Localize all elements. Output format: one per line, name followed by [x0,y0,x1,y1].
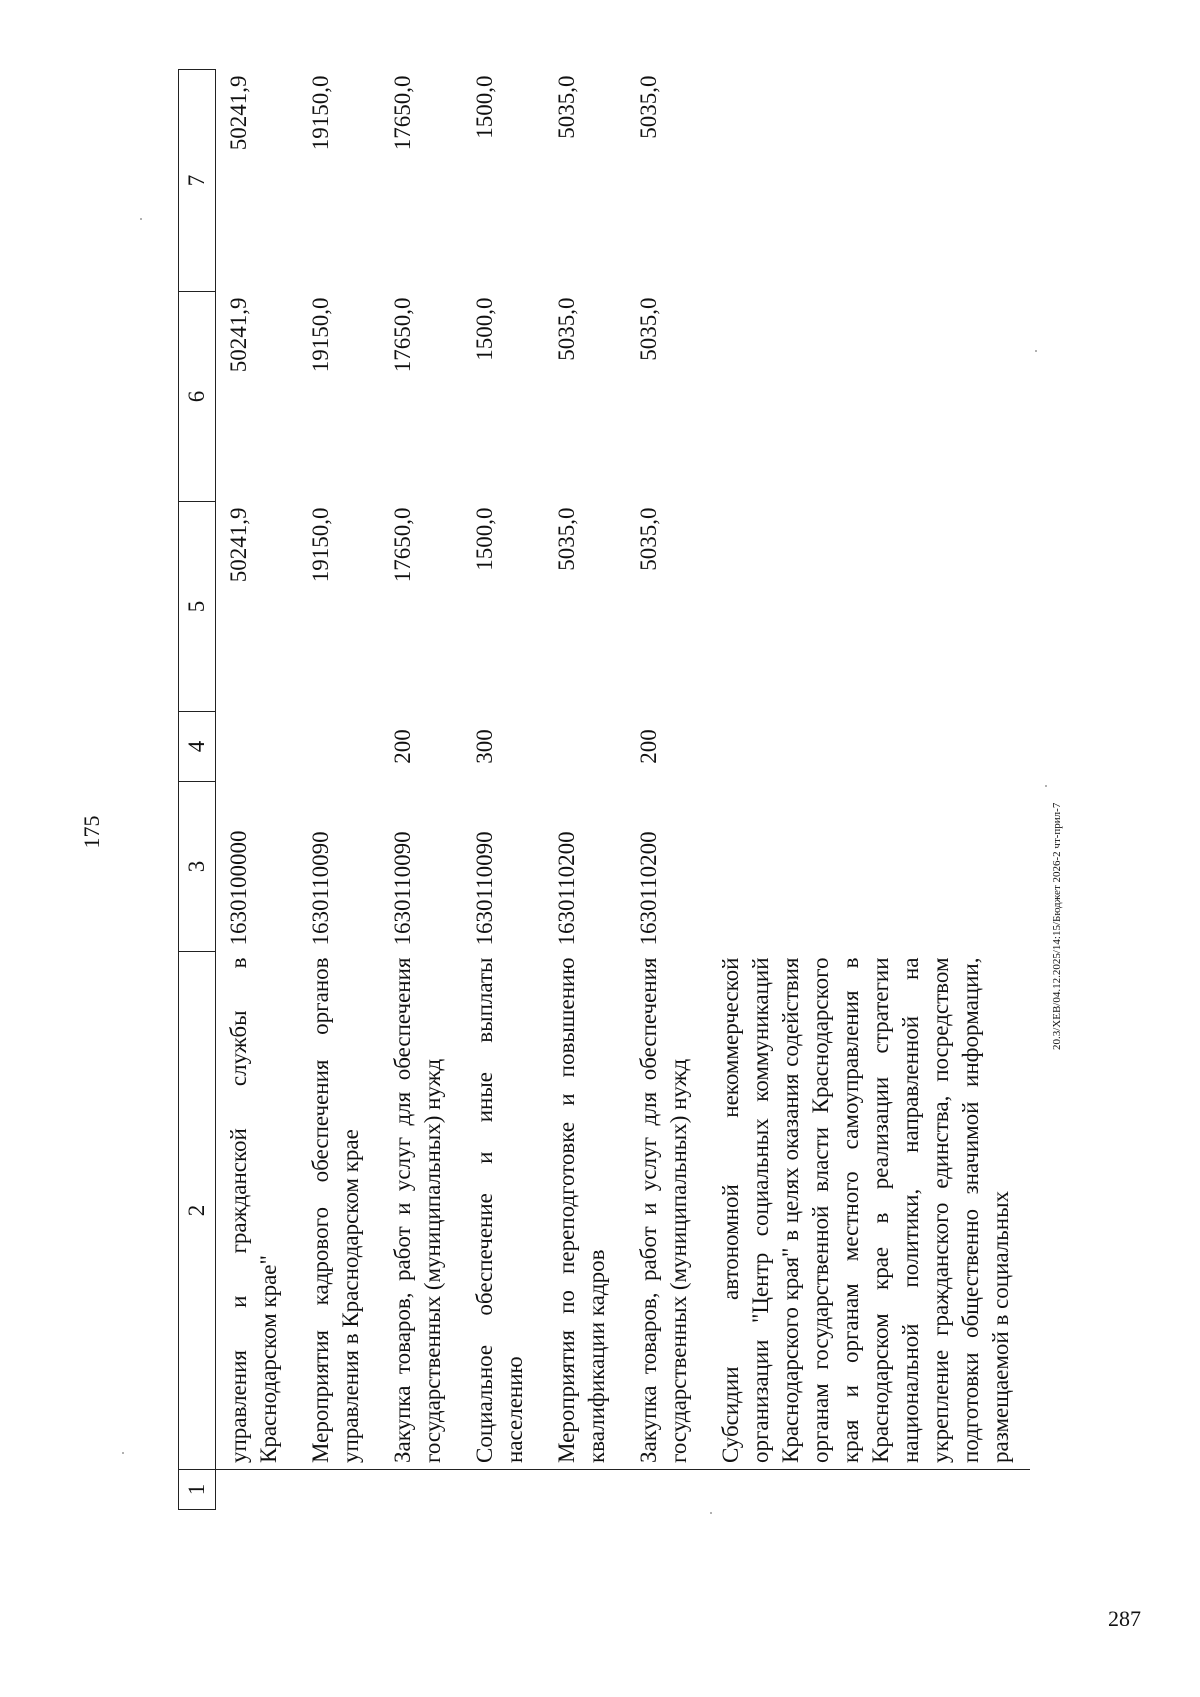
scan-speck [122,1452,124,1454]
row-code [708,782,1030,952]
header-col-0: 1 [179,1470,216,1510]
row-value-6: 17650,0 [390,297,415,373]
row-value-7: 17650,0 [390,75,415,151]
table-row [216,70,299,1510]
row-spacer [216,1470,299,1510]
row-spacer [380,1470,462,1510]
row-code: 1630110200 [554,831,579,946]
row-name: управления и гражданской службы в Краснодарском крае" [216,952,299,1470]
row-code: 1630110090 [472,831,497,946]
row-value-7: 50241,9 [226,75,251,151]
row-spacer [708,1470,1030,1510]
row-code: 1630110200 [636,831,661,946]
row-value-6: 5035,0 [554,297,579,361]
sheet-number: 287 [1108,1606,1141,1631]
row-value-5: 50241,9 [226,507,251,583]
table-row [462,70,544,1510]
budget-table [178,69,1030,1510]
row-code: 1630110090 [308,831,333,946]
table-row [380,70,462,1510]
table-row [544,70,626,1510]
scan-speck [1045,785,1047,787]
row-name: Закупка товаров, работ и услуг для обеспечения государственных (муниципальных) нужд [380,952,462,1470]
row-spacer [462,1470,544,1510]
row-value-6 [708,292,1030,502]
row-spacer [298,1470,380,1510]
header-col-5: 6 [179,292,216,502]
row-value-7: 1500,0 [472,75,497,139]
row-value-7 [708,70,1030,292]
row-type: 300 [472,729,497,764]
row-type [216,712,299,782]
row-name: Социальное обеспечение и иные выплаты населению [462,952,544,1470]
row-value-6: 19150,0 [308,297,333,373]
row-value-5: 1500,0 [472,507,497,571]
header-col-6: 7 [179,70,216,292]
row-value-5: 19150,0 [308,507,333,583]
row-name: Субсидии автономной некоммерческой организации "Центр социальных коммуникаций Краснодарского края" в целях оказания содействия органам государственной власти Краснодарского края и органам местного самоуправления в Краснодарском крае в реализации стратегии национальной политики, направленной на укрепление гражданского единства, посредством подготовки общественно значимой информации, размещаемой в социальных [708,952,1030,1470]
scan-speck [1035,350,1037,352]
row-code: 1630110090 [390,831,415,946]
table-body [216,70,1031,1510]
row-value-7: 5035,0 [554,75,579,139]
header-col-4: 5 [179,502,216,712]
row-spacer [544,1470,626,1510]
scan-speck [140,218,142,220]
table-row [626,70,708,1510]
scan-speck [710,1512,712,1514]
row-spacer [626,1470,708,1510]
header-col-1: 2 [179,952,216,1470]
footer-code: 20.3/ХЕВ/04.12.2025/14:15/Бюджет 2026-2 чт-прил-7 [1051,802,1063,1050]
row-name: Мероприятия по переподготовке и повышению квалификации кадров [544,952,626,1470]
row-value-6: 5035,0 [636,297,661,361]
table-row [298,70,380,1510]
row-value-6: 50241,9 [226,297,251,373]
row-type: 200 [636,729,661,764]
row-code: 1630100000 [226,830,251,946]
row-type [544,712,626,782]
row-name: Закупка товаров, работ и услуг для обеспечения государственных (муниципальных) нужд [626,952,708,1470]
row-type [708,712,1030,782]
row-value-6: 1500,0 [472,297,497,361]
row-value-5: 5035,0 [554,507,579,571]
table-header-row [179,70,216,1510]
budget-table-rotated [178,70,1068,1510]
row-value-5 [708,502,1030,712]
row-name: Мероприятия кадрового обеспечения органов управления в Краснодарском крае [298,952,380,1470]
table-row [708,70,1030,1510]
page-number: 175 [79,815,104,849]
header-col-2: 3 [179,782,216,952]
header-col-3: 4 [179,712,216,782]
row-value-7: 5035,0 [636,75,661,139]
row-type: 200 [390,729,415,764]
row-value-7: 19150,0 [308,75,333,151]
row-type [298,712,380,782]
row-value-5: 5035,0 [636,507,661,571]
row-value-5: 17650,0 [390,507,415,583]
